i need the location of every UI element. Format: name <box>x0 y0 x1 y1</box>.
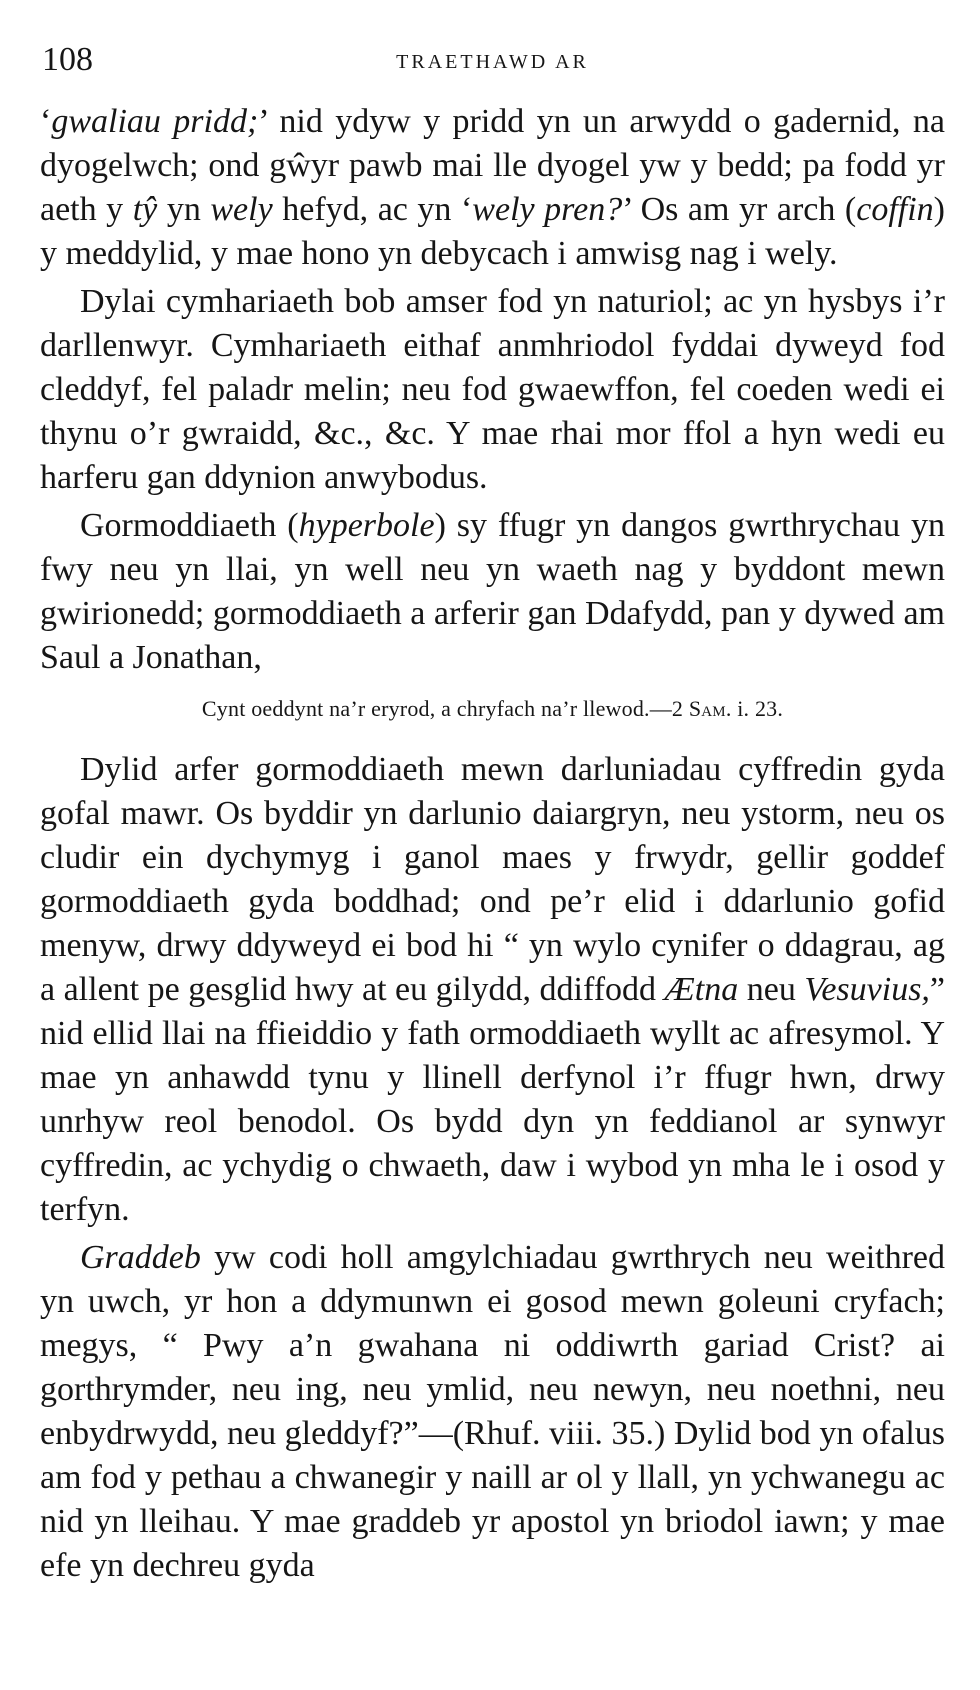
body-text <box>40 100 945 1588</box>
text-segment: Dylid arfer gormoddiaeth mewn darluniadau cyffredin gyda gofal mawr. Os byddir yn darlunio daiargryn, neu ystorm, neu os cludir ein dychymyg i ganol maes y frwydr, gellir goddef gormoddiaeth gyda boddhad; ond pe’r elid i ddarlunio gofid menyw, drwy ddyweyd ei bod hi “ yn wylo cynifer o ddagrau, ag a allent pe gesglid hwy at eu gilydd, ddiffodd <box>40 751 945 1008</box>
quote-reference-verse: i. 23. <box>731 696 784 721</box>
text-segment: Gormoddiaeth ( <box>80 507 299 544</box>
italic-text-segment: Ætna <box>664 971 739 1008</box>
italic-text-segment: tŷ <box>132 191 158 228</box>
block-quote <box>40 694 945 724</box>
running-head: TRAETHAWD AR <box>396 51 589 73</box>
italic-text-segment: Vesuvius, <box>804 971 930 1008</box>
text-segment: ) sy ffugr yn dangos gwrthrychau yn fwy neu yn llai, yn well neu yn waeth nag y byddont mewn gwirionedd; gormoddiaeth a arferir gan Ddafydd, pan y dywed am Saul a Jonathan, <box>40 507 946 676</box>
italic-text-segment: wely <box>210 191 273 228</box>
italic-text-segment: gwaliau pridd; <box>51 103 259 140</box>
text-segment: ) y meddylid, y mae hono yn debycach i amwisg nag i wely. <box>40 191 945 272</box>
italic-text-segment: hyperbole <box>298 507 435 544</box>
text-segment: hefyd, ac yn ‘ <box>272 191 473 228</box>
text-segment: Dylai cymhariaeth bob amser fod yn naturiol; ac yn hysbys i’r darllenwyr. Cymhariaeth eithaf anmhriodol fyddai dyweyd fod cleddyf, fel paladr melin; neu fod gwaewffon, fel coeden wedi ei thynu o’r gwraidd, &c., &c. Y mae rhai mor ffol a hyn wedi eu harferu gan ddynion anwybodus. <box>40 283 945 496</box>
paragraph-2 <box>40 280 945 500</box>
italic-text-segment: wely pren? <box>472 191 623 228</box>
italic-text-segment: coffin <box>856 191 934 228</box>
paragraph-4 <box>40 748 945 1232</box>
paragraph-3 <box>40 504 945 680</box>
text-segment: yw codi holl amgylchiadau gwrthrych neu weithred yn uwch, yr hon a ddymunwn ei gosod mewn goleuni cryfach; megys, “ Pwy a’n gwahana ni oddiwrth gariad Crist? ai gorthrymder, neu ing, neu ymlid, neu newyn, neu noethni, neu enbydrwydd, neu gleddyf?”—(Rhuf. viii. 35.) Dylid bod yn ofalus am fod y pethau a chwanegir y naill ar ol y llall, yn ychwanegu ac nid yn lleihau. Y mae graddeb yr apostol yn briodol iawn; y mae efe yn dechreu gyda <box>40 1239 945 1584</box>
text-segment: neu <box>738 971 805 1008</box>
book-page <box>40 36 945 1676</box>
paragraph-1 <box>40 100 945 276</box>
text-segment: ’ nid ydyw y pridd yn un arwydd o gadernid, na dyogelwch; ond gŵyr pawb mai lle dyogel yw y bedd; pa fodd yr aeth y <box>40 103 945 228</box>
italic-text-segment: Graddeb <box>80 1239 201 1276</box>
quote-reference-book: Sam. <box>688 696 732 721</box>
text-segment: ” nid ellid llai na ffieiddio y fath ormoddiaeth wyllt ac afresymol. Y mae yn anhawdd tynu y llinell derfynol i’r ffugr hwn, drwy unrhyw reol benodol. Os bydd dyn yn feddianol ar synwyr cyffredin, ac ychydig o chwaeth, daw i wybod yn mha le i osod y terfyn. <box>40 971 946 1228</box>
quote-text: Cynt oeddynt na’r eryrod, a chryfach na’r llewod.—2 <box>201 696 689 721</box>
text-segment: ‘ <box>40 103 52 140</box>
text-segment: yn <box>157 191 211 228</box>
page-number: 108 <box>42 41 93 78</box>
paragraph-5 <box>40 1236 945 1588</box>
text-segment: ’ Os am yr arch ( <box>622 191 857 228</box>
page-header <box>40 36 945 84</box>
